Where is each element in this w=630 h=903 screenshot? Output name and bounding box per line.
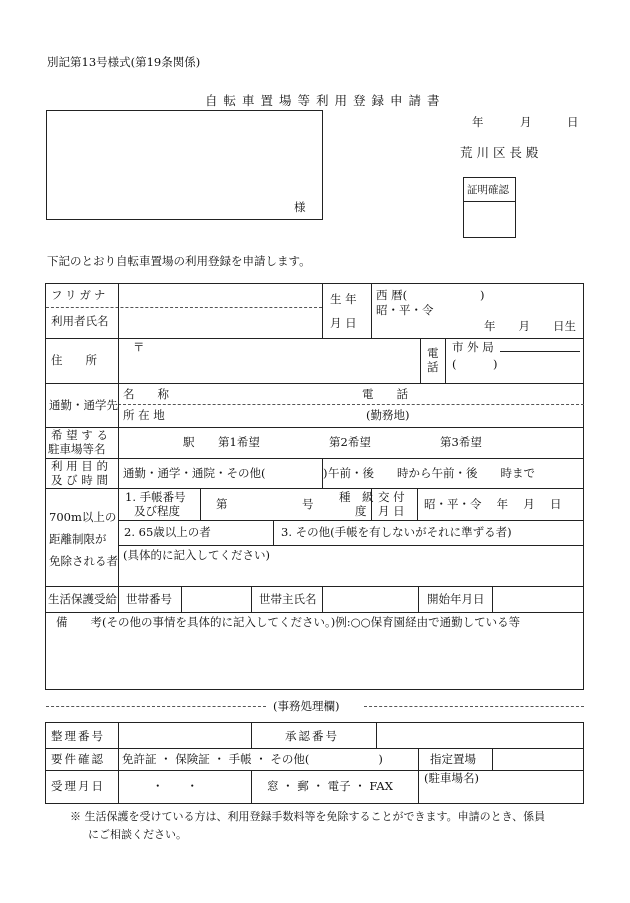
date-month: 月 [520, 115, 532, 129]
paren-open: ( [452, 357, 457, 371]
exempt-label-2: 距離制限が [49, 532, 107, 546]
docs-options: 免許証 ・ 保険証 ・ 手帳 ・ その他( ) [122, 752, 383, 766]
address-input[interactable] [119, 339, 419, 382]
issued-label-1: 交 付 [378, 490, 405, 504]
welfare-label: 生活保護受給 [48, 592, 117, 606]
name-input[interactable] [119, 308, 321, 337]
era-japanese: 昭・平・令 [376, 303, 434, 317]
time-range[interactable]: 午前・後 時から午前・後 時まで [328, 466, 535, 480]
start-date-label: 開始年月日 [427, 592, 485, 606]
wish-3-label: 第3希望 [440, 435, 482, 449]
furigana-input[interactable] [119, 284, 321, 306]
era-seireki-close: ) [480, 288, 485, 302]
yoken-label: 要件確認 [51, 752, 105, 766]
wish-label-2: 駐車場等名 [48, 442, 106, 456]
grade-label-1: 種 級 [339, 490, 374, 504]
other-exempt-option[interactable]: 3. その他(手帳を有しないがそれに準ずる者) [281, 525, 512, 539]
remarks-label: 備 考(その他の事情を具体的に記入してください。)例:○○保育園経由で通勤している等 [56, 615, 521, 629]
commute-label: 通勤・通学先 [49, 398, 118, 412]
applicant-suffix: 様 [294, 200, 306, 214]
seiri-label: 整理番号 [51, 729, 105, 743]
household-head-label: 世帯主氏名 [259, 592, 317, 606]
station-label: 駅 [183, 435, 195, 449]
purpose-options[interactable]: 通勤・通学・通院・その他( ) [123, 466, 328, 480]
phone-label-2: 話 [427, 360, 439, 374]
footer-note-1: ※ 生活保護を受けている方は、利用登録手数料等を免除することができます。申請のとき、係員 [70, 810, 546, 823]
receipt-date-dots: ・ ・ [152, 779, 198, 793]
birth-label-2: 月 日 [330, 316, 357, 330]
addressee: 荒 川 区 長 殿 [460, 145, 539, 160]
birth-date-fields: 年 月 日生 [484, 319, 576, 333]
specific-note: (具体的に記入してください) [123, 548, 270, 562]
grade-label-2: 度 [355, 504, 367, 518]
furigana-label: フリガナ [51, 288, 109, 302]
era-seireki: 西 暦( [376, 288, 408, 302]
wish-1-label: 第1希望 [218, 435, 260, 449]
handbook-go: 号 [302, 497, 314, 511]
phone-label-1: 電 [427, 346, 439, 360]
commute-address-label: 所 在 地 [123, 408, 165, 422]
purpose-label-2: 及 び 時 間 [51, 473, 108, 487]
handbook-label-1: 1. 手帳番号 [125, 490, 186, 504]
shonin-label: 承認番号 [285, 729, 339, 743]
form-title: 自転車置場等利用登録申請書 [205, 93, 446, 108]
remarks-input[interactable] [47, 632, 582, 688]
date-day: 日 [567, 115, 579, 129]
name-label: 利用者氏名 [51, 314, 109, 328]
issued-label-2: 月 日 [378, 504, 405, 518]
office-section-title: (事務処理欄) [273, 699, 340, 713]
postal-mark: 〒 [133, 340, 145, 354]
issued-date-fields[interactable]: 昭・平・令 年 月 日 [424, 497, 562, 511]
receipt-channels: 窓 ・ 郵 ・ 電子 ・ FAX [267, 779, 393, 793]
birth-label-1: 生 年 [330, 292, 357, 306]
cert-label: 証明確認 [467, 184, 509, 196]
applicant-box[interactable] [46, 110, 323, 220]
wish-label-1: 希 望 す る [51, 428, 108, 442]
handbook-label-2: 及び程度 [134, 504, 180, 518]
juri-label: 受理月日 [51, 779, 105, 793]
exempt-label-3: 免除される者 [49, 554, 118, 568]
over65-option[interactable]: 2. 65歳以上の者 [124, 525, 211, 539]
commute-name-label: 名 称 [123, 387, 169, 401]
paren-close: ) [493, 357, 498, 371]
household-number-label: 世帯番号 [126, 592, 172, 606]
handbook-dai: 第 [216, 497, 228, 511]
address-label: 住 所 [51, 353, 97, 367]
exempt-label-1: 700m以上の [49, 510, 117, 524]
date-year: 年 [472, 115, 484, 129]
footer-note-2: にご相談ください。 [88, 828, 187, 841]
parking-name-label: (駐車場名) [424, 771, 479, 785]
designated-parking-label: 指定置場 [430, 752, 476, 766]
intro-text: 下記のとおり自転車置場の利用登録を申請します。 [47, 254, 311, 268]
area-code-label: 市 外 局 [452, 340, 494, 354]
form-reference: 別記第13号様式(第19条関係) [47, 55, 201, 69]
commute-workplace-note: (勤務地) [366, 408, 410, 422]
wish-2-label: 第2希望 [329, 435, 371, 449]
specific-input[interactable] [119, 562, 583, 585]
commute-phone-label: 電 話 [362, 387, 408, 401]
purpose-label-1: 利 用 目 的 [51, 459, 108, 473]
